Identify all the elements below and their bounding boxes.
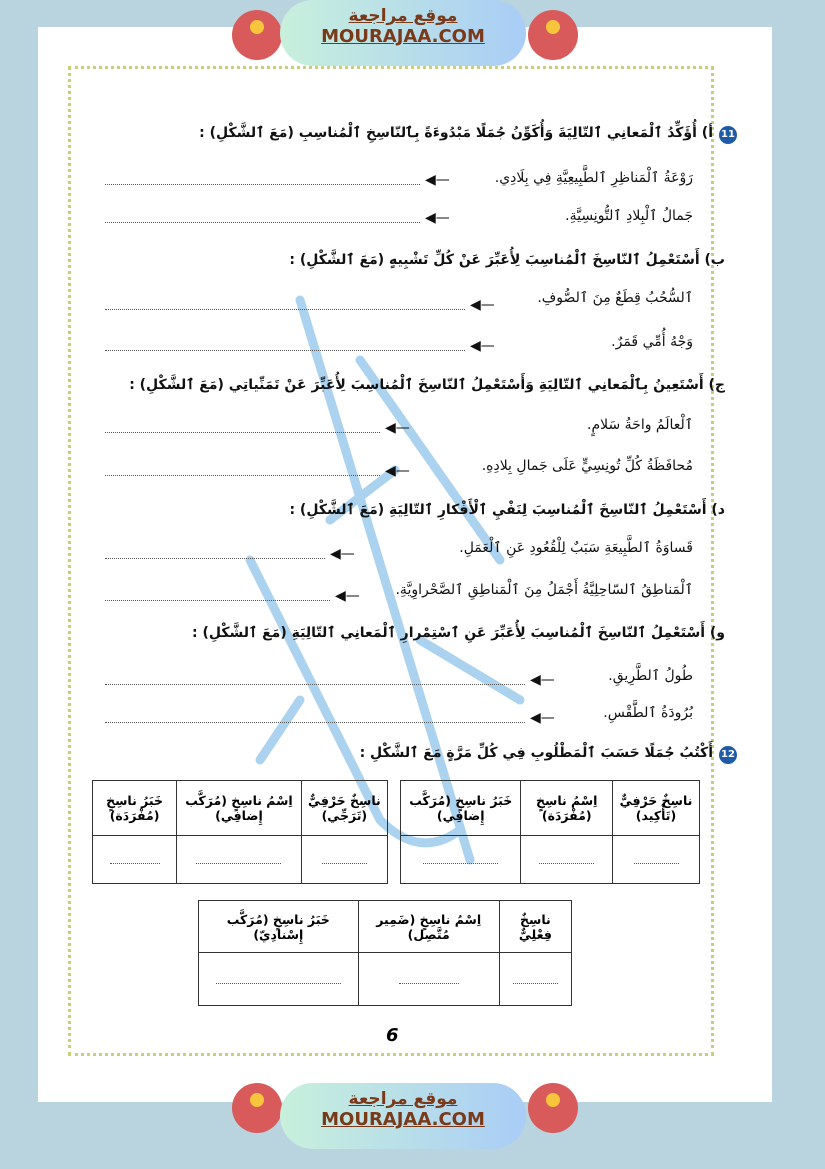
sentence: ٱلسُّحُبُ قِطَعٌ مِنَ ٱلصُّوفِ. xyxy=(537,290,693,306)
answer-cell[interactable] xyxy=(521,836,613,884)
sentence: بُرُودَةُ ٱلطَّقْسِ. xyxy=(603,705,693,721)
banner-arabic: موقع مراجعة xyxy=(348,1089,458,1109)
answer-cell[interactable] xyxy=(358,953,499,1006)
answer-cell[interactable] xyxy=(199,953,359,1006)
exercise-11-a-title xyxy=(199,125,737,144)
banner-latin: MOURAJAA.COM xyxy=(321,1109,485,1130)
answer-cell[interactable] xyxy=(613,836,700,884)
exercise-11-c-title: ج) أَسْتَعِينُ بِٱلْمَعانِي ٱلتّالِيَةِ وَأَسْتَعْمِلُ ٱلنّاسِخَ ٱلْمُناسِبَ لِأُعَبِّرَ عَنْ تَمَنِّياتِي (مَعَ ٱلشَّكْلِ) : xyxy=(129,377,725,393)
arrow-left-icon: ◀— xyxy=(470,338,495,354)
column-header: ناسِخٌ حَرْفِيٌّ (تَأْكِيد) xyxy=(613,781,700,836)
arrow-left-icon: ◀— xyxy=(385,420,410,436)
column-header: اِسْمُ ناسِخٍ (مُفْرَدَة) xyxy=(521,781,613,836)
answer-line[interactable] xyxy=(105,722,525,723)
site-logo-left xyxy=(232,1083,282,1133)
sentence: جَمالُ ٱلْبِلادِ ٱلتُّونِسِيَّةِ. xyxy=(565,208,693,224)
arrow-left-icon: ◀— xyxy=(330,546,355,562)
answer-line[interactable] xyxy=(105,222,420,223)
column-header: ناسِخٌ فِعْلِيٌّ xyxy=(499,901,571,953)
sentence: مُحافَظَةُ كُلِّ تُونِسِيٍّ عَلَى جَمالِ بِلادِهِ. xyxy=(481,458,693,474)
sentence: وَجْهُ أُمِّي قَمَرٌ. xyxy=(611,334,693,350)
column-header: خَبَرُ ناسِخٍ (مُرَكَّب إِضافِي) xyxy=(401,781,521,836)
answer-line[interactable] xyxy=(105,184,420,185)
answer-cell[interactable] xyxy=(499,953,571,1006)
table-left xyxy=(92,780,388,884)
answer-line[interactable] xyxy=(105,475,380,476)
page-number: 6 xyxy=(386,1025,399,1046)
answer-cell[interactable] xyxy=(301,836,387,884)
sentence: طُولُ ٱلطَّرِيقِ. xyxy=(608,668,693,684)
site-logo-right xyxy=(528,1083,578,1133)
exercise-11-d-title: د) أَسْتَعْمِلُ ٱلنّاسِخَ ٱلْمُناسِبَ لِنَفْيِ ٱلْأَفْكارِ ٱلتّالِيَةِ (مَعَ ٱلشَّكْلِ) : xyxy=(289,502,725,518)
answer-line[interactable] xyxy=(105,558,325,559)
arrow-left-icon: ◀— xyxy=(425,210,450,226)
column-header: خَبَرُ ناسِخٍ (مُفْرَدَة) xyxy=(93,781,177,836)
column-header: خَبَرُ ناسِخٍ (مُرَكَّب إِسْنادِيّ) xyxy=(199,901,359,953)
arrow-left-icon: ◀— xyxy=(385,463,410,479)
arrow-left-icon: ◀— xyxy=(425,172,450,188)
sentence: قَساوَةُ ٱلطَّبِيعَةِ سَبَبٌ لِلْقُعُودِ عَنِ ٱلْعَمَلِ. xyxy=(459,540,693,556)
answer-cell[interactable] xyxy=(177,836,302,884)
column-header: اِسْمُ ناسِخٍ (مُرَكَّب إِضافِي) xyxy=(177,781,302,836)
sentence: رَوْعَةُ ٱلْمَناظِرِ ٱلطَّبِيعِيَّةِ فِي بِلَادِي. xyxy=(494,170,693,186)
banner-arabic: موقع مراجعة xyxy=(348,6,458,26)
exercise-11-e-title: و) أَسْتَعْمِلُ ٱلنّاسِخَ ٱلْمُناسِبَ لِأُعَبِّرَ عَنِ ٱسْتِمْرارِ ٱلْمَعانِي ٱلتّالِيَةِ (مَعَ ٱلشَّكْلِ) : xyxy=(192,625,725,641)
site-banner-bottom[interactable] xyxy=(280,1083,526,1149)
answer-cell[interactable] xyxy=(401,836,521,884)
exercise-11-b-title: ب) أَسْتَعْمِلُ ٱلنّاسِخَ ٱلْمُناسِبَ لِأُعَبِّرَ عَنْ كُلِّ تَشْبِيهٍ (مَعَ ٱلشَّكْلِ) : xyxy=(289,252,725,268)
instruction-text: أَكْتُبُ جُمَلًا حَسَبَ ٱلْمَطْلُوبِ فِي كُلِّ مَرَّةٍ مَعَ ٱلشَّكْلِ : xyxy=(359,745,713,761)
exercise-12-title xyxy=(360,745,737,764)
table-bottom xyxy=(198,900,572,1006)
answer-line[interactable] xyxy=(105,684,525,685)
exercise-number-badge: 12 xyxy=(719,746,737,764)
instruction-text: أ) أُؤَكِّدُ ٱلْمَعانِي ٱلتّالِيَةَ وَأُكَوِّنُ جُمَلًا مَبْدُوءَةً بِٱلنّاسِخِ ٱلْمُناسِبِ (مَعَ ٱلشَّكْلِ) : xyxy=(199,125,713,141)
table-right xyxy=(400,780,700,884)
answer-line[interactable] xyxy=(105,309,465,310)
arrow-left-icon: ◀— xyxy=(335,588,360,604)
answer-line[interactable] xyxy=(105,432,380,433)
sentence: ٱلْعالَمُ واحَةُ سَلامٍ. xyxy=(587,417,693,433)
column-header: اِسْمُ ناسِخٍ (ضَمِير مُتَّصِل) xyxy=(358,901,499,953)
arrow-left-icon: ◀— xyxy=(530,710,555,726)
sentence: ٱلْمَناطِقُ ٱلسّاحِلِيَّةُ أَجْمَلُ مِنَ ٱلْمَناطِقِ ٱلصَّحْراوِيَّةِ. xyxy=(395,582,693,598)
column-header: ناسِخٌ حَرْفِيٌّ (تَرَجِّي) xyxy=(301,781,387,836)
answer-cell[interactable] xyxy=(93,836,177,884)
arrow-left-icon: ◀— xyxy=(470,297,495,313)
answer-line[interactable] xyxy=(105,350,465,351)
arrow-left-icon: ◀— xyxy=(530,672,555,688)
exercise-number-badge: 11 xyxy=(719,126,737,144)
answer-line[interactable] xyxy=(105,600,330,601)
banner-latin: MOURAJAA.COM xyxy=(321,26,485,47)
